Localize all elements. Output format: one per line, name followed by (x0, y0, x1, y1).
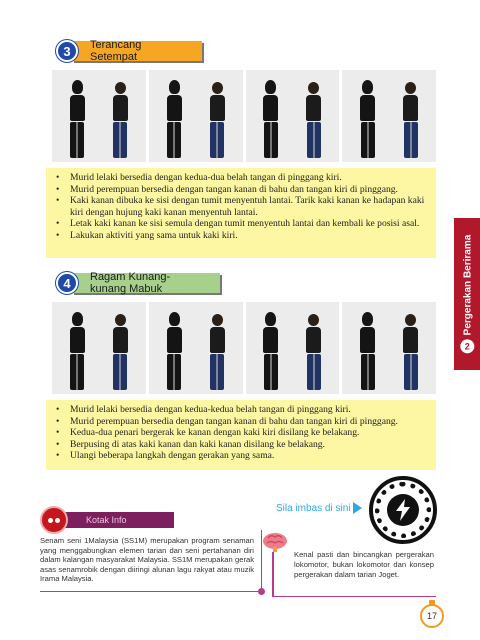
instruction-item: • Letak kaki kanan ke sisi semula dengan tumit menyentuh lantai dan kembali ke posisi asal. (54, 218, 426, 230)
section-3-title: Terancang Setempat (72, 41, 202, 61)
dance-photo (246, 302, 340, 394)
instruction-item: • Kaki kanan dibuka ke sisi dengan tumit menyentuh lantai. Tarik kaki kanan ke hadapan kaki kiri dengan hujung kaki kanan menyentuh lantai. (54, 195, 426, 218)
scan-prompt-text: Sila imbas di sini (276, 502, 351, 514)
section-4-instructions (46, 400, 436, 470)
brain-icon (262, 532, 288, 552)
info-box-header (40, 506, 174, 534)
instruction-item: • Berpusing di atas kaki kanan dan kaki kanan disilang ke belakang. (54, 439, 426, 451)
chapter-title: Pergerakan Berirama (461, 234, 473, 336)
instruction-item: • Murid perempuan bersedia dengan tangan kanan di bahu dan tangan kiri di pinggang. (54, 416, 426, 428)
instruction-item: • Ulangi beberapa langkah dengan gerakan yang sama. (54, 450, 426, 462)
section-3-number: 3 (56, 40, 78, 62)
chapter-number: 2 (460, 339, 474, 353)
qr-code-badge[interactable] (369, 476, 437, 544)
section-4-number: 4 (56, 272, 78, 294)
dance-photo (149, 302, 243, 394)
dance-photo (52, 302, 146, 394)
section-3-instructions (46, 168, 436, 258)
dance-photo (342, 302, 436, 394)
think-connector-line (272, 552, 274, 596)
mascot-icon (40, 506, 68, 534)
dance-photo (342, 70, 436, 162)
section-3-photo-strip (52, 70, 436, 162)
think-baseline (272, 596, 436, 597)
info-box-text: Senam seni 1Malaysia (SS1M) merupakan program senaman yang menggabungkan elemen tarian dan seni pertahanan diri dalam kalangan masyarakat Malaysia. SS1M merupakan gerak asas senamrobik dengan diiringi alunan lagu rakyat atau muzik Irama Malaysia. (40, 536, 254, 584)
page-number-badge (420, 600, 446, 628)
dance-photo (52, 70, 146, 162)
chapter-side-tab[interactable] (454, 218, 480, 370)
think-activity-text: Kenal pasti dan bincangkan pergerakan lokomotor, bukan lokomotor dan konsep pergerakan dalam tarian Joget. (294, 550, 434, 579)
section-4-title: Ragam Kunang-kunang Mabuk (72, 273, 220, 293)
section-3-header (56, 40, 202, 62)
instruction-item: • Lakukan aktiviti yang sama untuk kaki kiri. (54, 230, 426, 242)
instruction-item: • Murid lelaki bersedia dengan kedua-dua belah tangan di pinggang kiri. (54, 172, 426, 184)
dance-photo (149, 70, 243, 162)
scan-prompt (276, 502, 362, 514)
instruction-item: • Murid lelaki bersedia dengan kedua-kedua belah tangan di pinggang kiri. (54, 404, 426, 416)
section-4-header (56, 272, 220, 294)
play-arrow-icon (353, 502, 362, 514)
page-number: 17 (420, 604, 444, 628)
dance-photo (246, 70, 340, 162)
instruction-item: • Kedua-dua penari bergerak ke kanan dengan kaki kiri disilang ke belakang. (54, 427, 426, 439)
section-4-photo-strip (52, 302, 436, 394)
info-box-label: Kotak Info (62, 512, 174, 528)
instruction-item: • Murid perempuan bersedia dengan tangan kanan di bahu dan tangan kiri di pinggang. (54, 184, 426, 196)
